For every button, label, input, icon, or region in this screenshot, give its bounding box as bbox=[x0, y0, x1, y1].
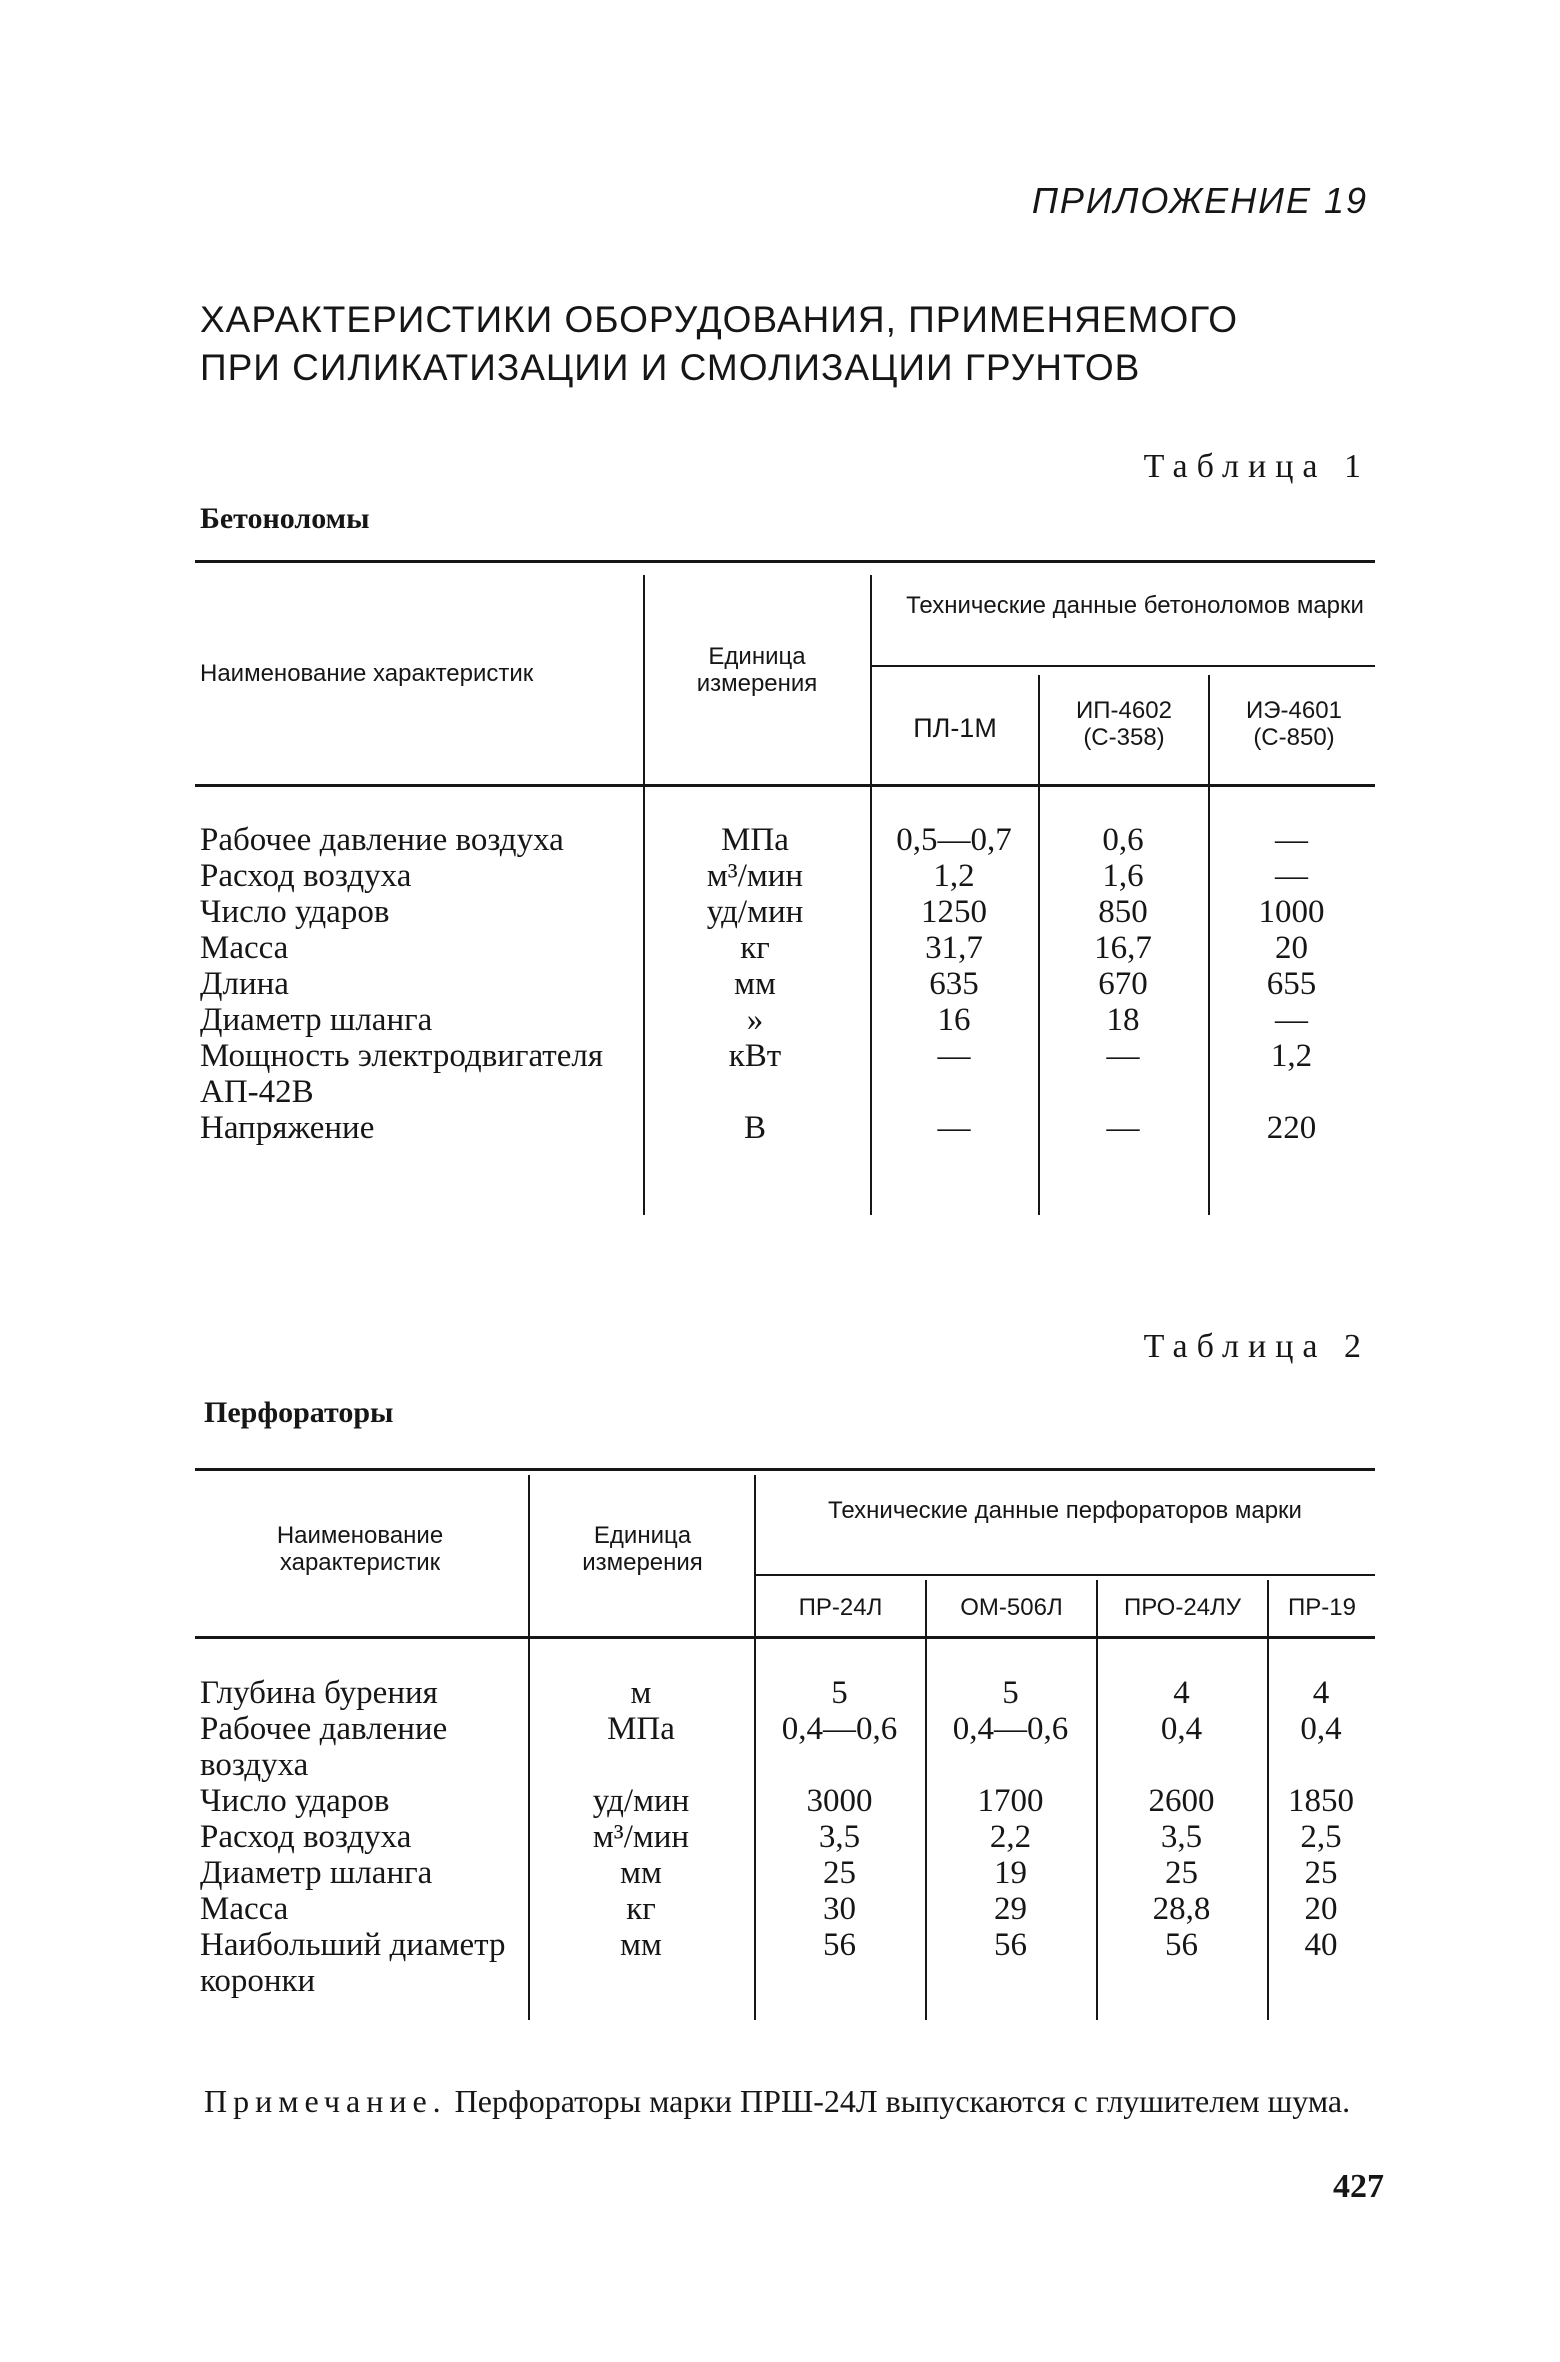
row-value-cell: 0,6 bbox=[1102, 822, 1144, 858]
row-value-cell: 56 bbox=[1165, 1927, 1198, 1963]
row-value-cell: 0,4 bbox=[1160, 1711, 1203, 1747]
row-name-cell: Расход воздуха bbox=[200, 858, 412, 894]
row-value-cell: 20 bbox=[1275, 930, 1308, 966]
row-value-cell: 1,2 bbox=[933, 858, 975, 894]
table-row bbox=[200, 930, 1375, 966]
table-row bbox=[200, 1110, 1375, 1146]
table2-header-name: Наименование характеристик bbox=[276, 1522, 444, 1576]
row-value-cell: 220 bbox=[1266, 1110, 1317, 1146]
table2-header-unit: Единица измерения bbox=[582, 1522, 703, 1576]
table-row bbox=[200, 1891, 1375, 1927]
table1-group-rule bbox=[870, 665, 1375, 667]
row-value-cell: 2600 bbox=[1148, 1783, 1215, 1819]
row-value-cell: — bbox=[1106, 1110, 1140, 1146]
table-row bbox=[200, 1819, 1375, 1855]
row-value-cell: — bbox=[1275, 858, 1308, 894]
table1-header-unit: Единица измерения bbox=[696, 643, 818, 697]
row-value-cell: — bbox=[1106, 1038, 1140, 1074]
row-value-cell: 31,7 bbox=[925, 930, 983, 966]
row-value-cell: 655 bbox=[1266, 966, 1317, 1002]
row-name-cell: Глубина бурения bbox=[200, 1675, 438, 1711]
table2-body bbox=[200, 1675, 1375, 1999]
row-unit-cell: кг bbox=[626, 1891, 656, 1927]
table1-header-group: Технические данные бетоноломов марки bbox=[906, 592, 1364, 619]
row-value-cell: 3,5 bbox=[818, 1819, 861, 1855]
title-line: ХАРАКТЕРИСТИКИ ОБОРУДОВАНИЯ, ПРИМЕНЯЕМОГО bbox=[200, 299, 1238, 340]
row-unit-cell: МПа bbox=[721, 822, 789, 858]
row-value-cell: 2,5 bbox=[1300, 1819, 1342, 1855]
row-value-cell: 3000 bbox=[806, 1783, 873, 1819]
page-number: 427 bbox=[1333, 2168, 1384, 2205]
row-value-cell: 40 bbox=[1304, 1927, 1338, 1963]
table-row bbox=[200, 1038, 1375, 1110]
table2-section-title: Перфораторы bbox=[204, 1396, 394, 1429]
row-value-cell: 0,4—0,6 bbox=[952, 1711, 1069, 1747]
footnote bbox=[204, 2080, 1384, 2122]
row-name-cell: Масса bbox=[200, 930, 289, 966]
table1-header-rule bbox=[195, 784, 1375, 787]
row-unit-cell: мм bbox=[620, 1927, 662, 1963]
row-unit-cell: м³/мин bbox=[706, 858, 804, 894]
row-value-cell: 16 bbox=[937, 1002, 971, 1038]
row-value-cell: 20 bbox=[1304, 1891, 1338, 1927]
row-value-cell: 56 bbox=[994, 1927, 1027, 1963]
row-unit-cell: МПа bbox=[607, 1711, 675, 1747]
row-value-cell: 1850 bbox=[1288, 1783, 1354, 1819]
row-name-cell: Число ударов bbox=[200, 894, 390, 930]
table-row bbox=[200, 894, 1375, 930]
row-value-cell: 850 bbox=[1098, 894, 1148, 930]
table1-header-name: Наименование характеристик bbox=[200, 660, 534, 687]
table-row bbox=[200, 1711, 1375, 1783]
table1-label: Таблица 1 bbox=[1143, 448, 1370, 485]
table2-label: Таблица 2 bbox=[1143, 1328, 1370, 1365]
row-unit-cell: » bbox=[746, 1002, 764, 1038]
row-value-cell: 670 bbox=[1098, 966, 1148, 1002]
row-unit-cell: мм bbox=[734, 966, 776, 1002]
row-value-cell: — bbox=[937, 1110, 971, 1146]
row-value-cell: 1,6 bbox=[1102, 858, 1144, 894]
row-value-cell: — bbox=[1275, 1002, 1308, 1038]
row-unit-cell: м bbox=[630, 1675, 652, 1711]
table2-model: ПРО-24ЛУ bbox=[1123, 1594, 1242, 1621]
row-value-cell: 25 bbox=[823, 1855, 856, 1891]
table1-model: ИЭ-4601 (С-850) bbox=[1246, 697, 1342, 751]
row-value-cell: 16,7 bbox=[1094, 930, 1152, 966]
row-name-cell: Рабочее давление воздуха bbox=[200, 1711, 448, 1783]
row-value-cell: 3,5 bbox=[1160, 1819, 1203, 1855]
row-name-cell: Число ударов bbox=[200, 1783, 390, 1819]
appendix-label: ПРИЛОЖЕНИЕ 19 bbox=[1031, 180, 1368, 221]
table2-model: ПР-24Л bbox=[798, 1594, 883, 1621]
row-name-cell: Наибольший диаметр коронки bbox=[200, 1927, 506, 1999]
row-value-cell: 28,8 bbox=[1152, 1891, 1211, 1927]
row-value-cell: — bbox=[937, 1038, 971, 1074]
row-name-cell: Мощность электродвигателя АП-42В bbox=[200, 1038, 604, 1110]
row-value-cell: 4 bbox=[1173, 1675, 1190, 1711]
row-value-cell: 30 bbox=[823, 1891, 856, 1927]
row-value-cell: 56 bbox=[823, 1927, 856, 1963]
row-value-cell: 4 bbox=[1312, 1675, 1330, 1711]
row-value-cell: 635 bbox=[929, 966, 979, 1002]
table2-model: ОМ-506Л bbox=[960, 1594, 1063, 1621]
table-row bbox=[200, 966, 1375, 1002]
row-name-cell: Рабочее давление воздуха bbox=[200, 822, 564, 858]
table1-section-title: Бетоноломы bbox=[200, 502, 370, 535]
row-value-cell: 18 bbox=[1106, 1002, 1140, 1038]
row-value-cell: — bbox=[1275, 822, 1308, 858]
table1-top-rule bbox=[195, 560, 1375, 563]
table-row bbox=[200, 1855, 1375, 1891]
row-name-cell: Длина bbox=[200, 966, 289, 1002]
footnote-label: Примечание. bbox=[204, 2083, 447, 2119]
table2-rows bbox=[200, 1675, 1375, 1999]
row-unit-cell: уд/мин bbox=[592, 1783, 690, 1819]
table-row bbox=[200, 1675, 1375, 1711]
table1-model: ПЛ-1М bbox=[913, 713, 997, 743]
row-name-cell: Напряжение bbox=[200, 1110, 375, 1146]
row-unit-cell: уд/мин bbox=[706, 894, 804, 930]
row-value-cell: 1000 bbox=[1258, 894, 1325, 930]
table2-top-rule bbox=[195, 1468, 1375, 1471]
row-value-cell: 19 bbox=[994, 1855, 1027, 1891]
row-unit-cell: кВт bbox=[728, 1038, 782, 1074]
row-value-cell: 25 bbox=[1165, 1855, 1198, 1891]
table2-header-group: Технические данные перфораторов марки bbox=[828, 1497, 1302, 1524]
table-row bbox=[200, 1927, 1375, 1999]
row-value-cell: 0,4—0,6 bbox=[781, 1711, 898, 1747]
row-name-cell: Диаметр шланга bbox=[200, 1002, 433, 1038]
row-unit-cell: мм bbox=[620, 1855, 662, 1891]
table-row bbox=[200, 858, 1375, 894]
table2-header-rule bbox=[195, 1636, 1375, 1639]
row-name-cell: Диаметр шланга bbox=[200, 1855, 433, 1891]
title-line: ПРИ СИЛИКАТИЗАЦИИ И СМОЛИЗАЦИИ ГРУНТОВ bbox=[200, 347, 1141, 388]
row-name-cell: Расход воздуха bbox=[200, 1819, 412, 1855]
row-value-cell: 1700 bbox=[977, 1783, 1044, 1819]
row-unit-cell: кг bbox=[740, 930, 770, 966]
row-value-cell: 2,2 bbox=[989, 1819, 1032, 1855]
table1-body bbox=[200, 822, 1375, 1146]
table-row bbox=[200, 1783, 1375, 1819]
row-name-cell: Масса bbox=[200, 1891, 289, 1927]
row-unit-cell: В bbox=[743, 1110, 766, 1146]
table2-group-rule bbox=[754, 1574, 1375, 1576]
table2-model: ПР-19 bbox=[1288, 1594, 1356, 1621]
row-value-cell: 5 bbox=[1002, 1675, 1019, 1711]
row-unit-cell: м³/мин bbox=[592, 1819, 690, 1855]
row-value-cell: 5 bbox=[831, 1675, 848, 1711]
table-row bbox=[200, 1002, 1375, 1038]
row-value-cell: 29 bbox=[994, 1891, 1027, 1927]
row-value-cell: 25 bbox=[1304, 1855, 1338, 1891]
row-value-cell: 0,4 bbox=[1300, 1711, 1342, 1747]
table1-model: ИП-4602 (С-358) bbox=[1076, 697, 1172, 751]
page-title bbox=[200, 296, 1238, 392]
row-value-cell: 1250 bbox=[921, 894, 987, 930]
footnote-text: Перфораторы марки ПРШ-24Л выпускаются с глушителем шума. bbox=[446, 2083, 1351, 2119]
row-value-cell: 0,5—0,7 bbox=[896, 822, 1012, 858]
row-value-cell: 1,2 bbox=[1270, 1038, 1313, 1074]
table-row bbox=[200, 822, 1375, 858]
table1-rows bbox=[200, 822, 1375, 1146]
